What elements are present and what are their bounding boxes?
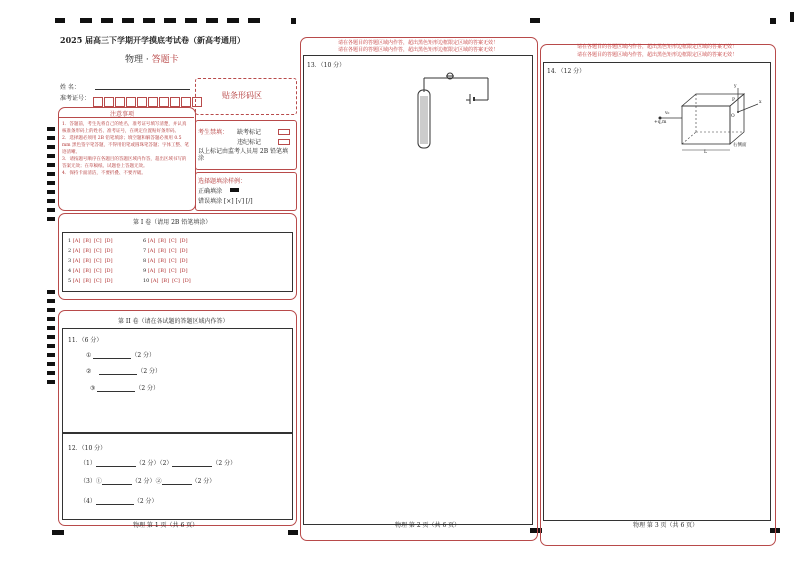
notice-item: 4．保持卡面清洁，不要折叠、不要弄破。: [62, 171, 146, 176]
q13-figure: [408, 68, 498, 150]
forbid-note: 以上标记由监考人员用 2B 铅笔填涂: [198, 148, 289, 162]
q12-label: 12．（10 分）: [68, 445, 107, 452]
page3-warning-top-2: 请在各题目的答题区域内作答，超出黑色矩形边框限定区域的答案无效！: [576, 52, 737, 58]
page2-warning-top-2: 请在各题目的答题区域内作答，超出黑色矩形边框限定区域的答案无效！: [337, 47, 498, 53]
footer-page-2: 物理 第 2 页（共 6 页）: [395, 522, 461, 529]
fig-label-p: P: [732, 98, 736, 103]
choice-row[interactable]: 1 [A] [B] [C] [D]: [68, 238, 113, 244]
correct-fill-label: 正确填涂: [198, 188, 223, 195]
footer-page-3: 物理 第 3 页（共 6 页）: [633, 522, 699, 529]
q11-blank-3[interactable]: ③ （2 分）: [90, 385, 160, 392]
fig-label-v0: v₀: [665, 111, 670, 116]
subject-label: 物理: [125, 55, 144, 65]
violation-mark-label: 违纪标记: [237, 139, 262, 146]
barcode-label: 贴条形码区: [222, 91, 262, 100]
footer-page-1: 物理 第 1 页（共 6 页）: [133, 522, 199, 529]
q11-blank-1[interactable]: ① （2 分）: [86, 352, 156, 359]
subtitle-separator: ·: [145, 55, 149, 65]
page3-warning-top-1: 请在各题目的答题区域内作答，超出黑色矩形边框限定区域的答案无效！: [576, 44, 737, 50]
fill-example-title: 选择题填涂样例：: [198, 178, 247, 185]
page-title: 2025 届高三下学期开学摸底考试卷（新高考通用）: [60, 35, 246, 45]
fig-label-y: y: [734, 84, 737, 89]
choice-row[interactable]: 9 [A] [B] [C] [D]: [143, 268, 188, 274]
notice-item: 1．答题前，考生先将自己的姓名，准考证号填写清楚，并认真核准条形码上的姓名、准考证号，在规定位置贴好条形码。: [62, 122, 187, 134]
choice-column-right: [143, 236, 194, 286]
fig-label-right-face: 右侧面: [733, 143, 747, 148]
missing-mark-box[interactable]: [278, 129, 290, 135]
name-label: 姓 名：: [60, 84, 80, 91]
choice-row[interactable]: 3 [A] [B] [C] [D]: [68, 258, 113, 264]
notice-item: 3．请按题号顺序在各题目的答题区域内作答，超出区域书写的答案无效；在草稿纸、试题卷上答题无效。: [62, 157, 187, 169]
forbid-label: 考生禁填：: [198, 129, 229, 136]
correct-fill-sample: [230, 188, 239, 192]
fig-label-l: L: [704, 150, 707, 155]
choice-row[interactable]: 8 [A] [B] [C] [D]: [143, 258, 188, 264]
q11-blank-2[interactable]: ② （2 分）: [86, 368, 162, 375]
choice-row[interactable]: 5 [A] [B] [C] [D]: [68, 278, 113, 284]
violation-mark-box[interactable]: [278, 139, 290, 145]
choice-row[interactable]: 2 [A] [B] [C] [D]: [68, 248, 113, 254]
q14-label: 14．（12 分）: [547, 68, 586, 75]
q11-label: 11．（6 分）: [68, 337, 103, 344]
q12-blank-3[interactable]: （3）① （2 分）② （2 分）: [80, 478, 216, 485]
id-label: 准考证号：: [60, 95, 91, 102]
choice-column-left: [68, 236, 116, 286]
q12-blank-1[interactable]: （1） （2 分）（2） （2 分）: [80, 460, 237, 467]
section2-title: 第 II 卷（请在各试题的答题区域内作答）: [118, 318, 229, 325]
card-label: 答题卡: [151, 55, 179, 65]
notice-divider: [58, 117, 194, 118]
fig-label-o: O: [731, 114, 735, 119]
notice-list: [62, 121, 190, 177]
page2-warning-top-1: 请在各题目的答题区域内作答，超出黑色矩形边框限定区域的答案无效！: [337, 40, 498, 46]
missing-mark-label: 缺考标记: [237, 129, 262, 136]
choice-row[interactable]: 6 [A] [B] [C] [D]: [143, 238, 188, 244]
card-subtitle: [125, 52, 179, 65]
choice-row[interactable]: 4 [A] [B] [C] [D]: [68, 268, 113, 274]
fig-label-q: +q,m: [654, 120, 667, 125]
q13-label: 13．（10 分）: [307, 62, 346, 69]
section1-title: 第 I 卷（请用 2B 铅笔填涂）: [133, 219, 212, 226]
name-field[interactable]: [95, 89, 190, 90]
q12-blank-4[interactable]: （4） （2 分）: [80, 498, 158, 505]
fig-label-x: x: [759, 100, 762, 105]
wrong-fill-label: 错误填涂 [×] [√] [/]: [198, 198, 253, 205]
notice-item: 2．选择题必须用 2B 铅笔填涂；填空题和解答题必须用 0.5 mm 黑色签字笔答题，不得用铅笔或圆珠笔答题；字体工整、笔迹清晰。: [62, 136, 189, 155]
choice-row[interactable]: 10 [A] [B] [C] [D]: [143, 278, 191, 284]
choice-row[interactable]: 7 [A] [B] [C] [D]: [143, 248, 188, 254]
notice-title: 注意事项: [110, 111, 135, 118]
